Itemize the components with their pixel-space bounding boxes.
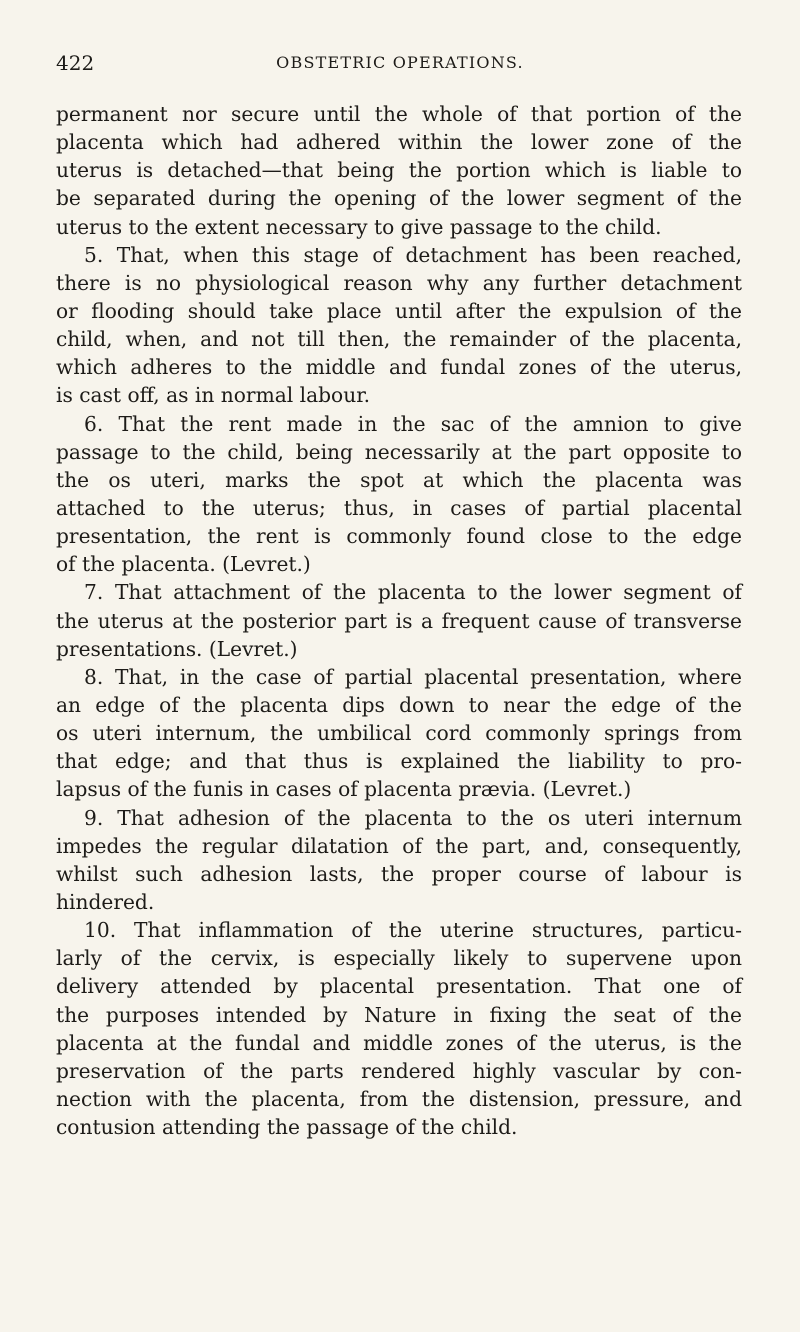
text-line: hindered. <box>56 889 155 914</box>
text-line: 8. That, in the case of partial placental presentation, where <box>84 664 742 689</box>
text-line: child, when, and not till then, the remainder of the placenta, <box>56 327 742 352</box>
text-line: is cast off, as in normal labour. <box>56 383 371 408</box>
text-line: placenta at the fundal and middle zones of the uterus, is the <box>56 1030 742 1055</box>
text-line: an edge of the placenta dips down to near the edge of the <box>56 692 742 717</box>
text-line: the purposes intended by Nature in fixing the seat of the <box>56 1002 742 1027</box>
text-line: or flooding should take place until after the expulsion of the <box>56 298 742 323</box>
text-line: which adheres to the middle and fundal zones of the uterus, <box>56 355 742 380</box>
body-text <box>56 100 742 1141</box>
text-line: passage to the child, being necessarily at the part opposite to <box>56 439 742 464</box>
text-line: 5. That, when this stage of detachment has been reached, <box>84 242 742 267</box>
text-line: 6. That the rent made in the sac of the amnion to give <box>84 411 742 436</box>
text-line: preservation of the parts rendered highly vascular by con- <box>56 1058 742 1083</box>
text-line: contusion attending the passage of the child. <box>56 1115 518 1140</box>
text-line: 9. That adhesion of the placenta to the os uteri internum <box>84 805 742 830</box>
text-line: os uteri internum, the umbilical cord commonly springs from <box>56 721 742 746</box>
text-line: nection with the placenta, from the distension, pressure, and <box>56 1086 742 1111</box>
running-title: OBSTETRIC OPERATIONS. <box>276 53 524 72</box>
text-line: whilst such adhesion lasts, the proper course of labour is <box>56 861 742 886</box>
text-line: presentation, the rent is commonly found close to the edge <box>56 524 742 549</box>
text-line: 7. That attachment of the placenta to the lower segment of <box>84 580 742 605</box>
text-line: impedes the regular dilatation of the part, and, consequently, <box>56 833 742 858</box>
text-line: be separated during the opening of the lower segment of the <box>56 186 742 211</box>
text-line: the uterus at the posterior part is a frequent cause of transverse <box>56 608 742 633</box>
text-line: that edge; and that thus is explained the liability to pro- <box>56 749 742 774</box>
text-line: larly of the cervix, is especially likely to supervene upon <box>56 946 742 971</box>
text-line: uterus is detached—that being the portion which is liable to <box>56 158 742 183</box>
page-number: 422 <box>56 51 95 75</box>
text-line: the os uteri, marks the spot at which the placenta was <box>56 467 742 492</box>
text-line: placenta which had adhered within the lower zone of the <box>56 130 742 155</box>
text-line: presentations. (Levret.) <box>56 636 298 661</box>
text-line: attached to the uterus; thus, in cases of partial placental <box>56 495 742 520</box>
text-line: uterus to the extent necessary to give passage to the child. <box>56 214 662 239</box>
text-line: 10. That inflammation of the uterine structures, particu- <box>84 918 742 943</box>
text-line: of the placenta. (Levret.) <box>56 552 311 577</box>
text-line: permanent nor secure until the whole of that portion of the <box>56 102 742 126</box>
running-head <box>56 50 744 76</box>
text-line: lapsus of the funis in cases of placenta prævia. (Levret.) <box>56 777 632 802</box>
text-line: there is no physiological reason why any further detachment <box>56 270 742 295</box>
text-line: delivery attended by placental presentation. That one of <box>56 974 742 999</box>
